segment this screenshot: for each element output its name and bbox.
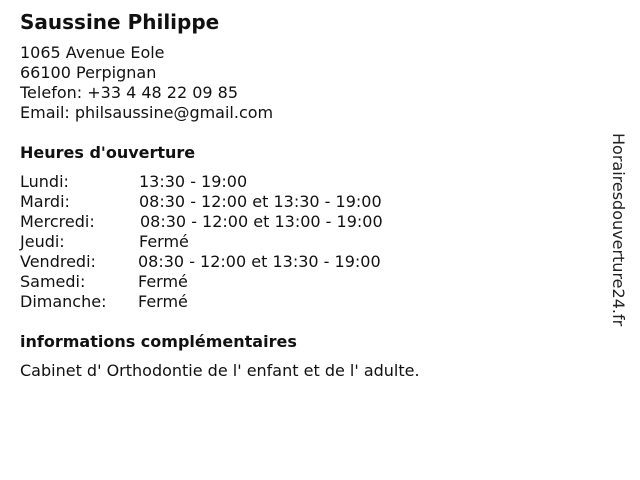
hours-value: 13:30 - 19:00: [139, 172, 248, 191]
day-label: Lundi:: [20, 172, 69, 191]
hours-row-sunday: [20, 292, 600, 312]
day-label: Samedi:: [20, 272, 86, 291]
hours-row-friday: [20, 252, 600, 272]
hours-value: 08:30 - 12:00 et 13:00 - 19:00: [140, 212, 383, 231]
hours-value: Fermé: [139, 232, 189, 251]
hours-value: 08:30 - 12:00 et 13:30 - 19:00: [139, 192, 382, 211]
additional-info-heading: informations complémentaires: [20, 332, 297, 351]
hours-value: Fermé: [138, 272, 188, 291]
day-label: Vendredi:: [20, 252, 96, 271]
business-name: Saussine Philippe: [20, 10, 220, 34]
additional-info-text: Cabinet d' Orthodontie de l' enfant et de l' adulte.: [20, 361, 420, 380]
hours-row-thursday: [20, 232, 600, 252]
day-label: Mardi:: [20, 192, 70, 211]
email-address: Email: philsaussine@gmail.com: [20, 103, 274, 122]
address-street: 1065 Avenue Eole: [20, 43, 165, 62]
hours-value: 08:30 - 12:00 et 13:30 - 19:00: [138, 252, 381, 271]
site-watermark: Horairesdouverture24.fr: [609, 133, 628, 327]
address-city: 66100 Perpignan: [20, 63, 157, 82]
day-label: Jeudi:: [20, 232, 65, 251]
business-card: [20, 9, 600, 381]
hours-row-monday: [20, 172, 600, 192]
opening-hours-heading: Heures d'ouverture: [20, 143, 196, 162]
hours-value: Fermé: [138, 292, 188, 311]
hours-row-wednesday: [20, 212, 600, 232]
phone-number: Telefon: +33 4 48 22 09 85: [20, 83, 239, 102]
hours-row-saturday: [20, 272, 600, 292]
hours-row-tuesday: [20, 192, 600, 212]
opening-hours-list: [20, 172, 600, 312]
day-label: Dimanche:: [20, 292, 107, 311]
day-label: Mercredi:: [20, 212, 95, 231]
